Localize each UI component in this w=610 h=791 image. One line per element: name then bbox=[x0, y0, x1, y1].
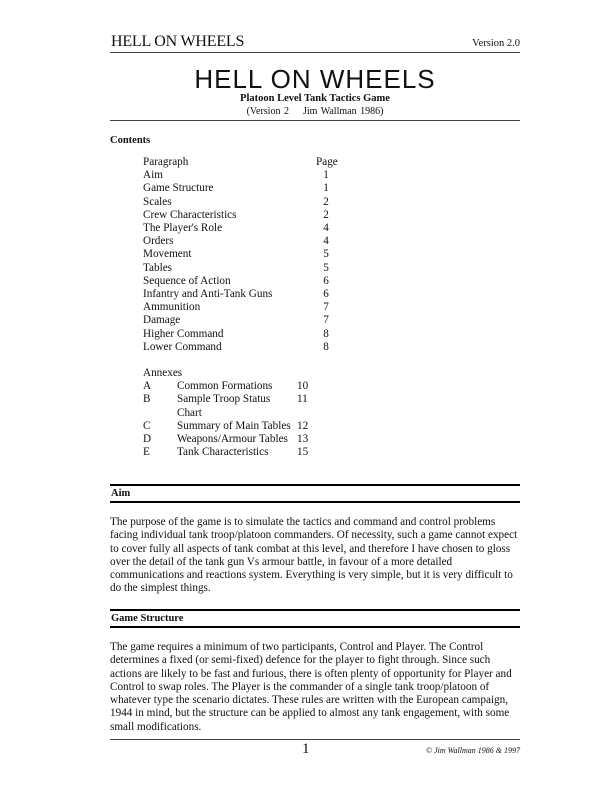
toc-item-page: 4 bbox=[323, 222, 329, 235]
annex-item bbox=[143, 380, 327, 393]
section-body-game-structure: The game requires a minimum of two participants, Control and Player. The Control determines a fixed (or semi-fixed) defence for the player to fight through. Since such actions are likely to be fast and furious, there is often plenty of opportunity for Player and Control to swap roles. The Player is the commander of a single tank troop/platoon of whatever type the scenario dictates. These rules are written with the European campaign, 1944 in mind, but the structure can be applied to almost any tank engagement, with some small modifications. bbox=[110, 641, 512, 733]
annex-page: 11 bbox=[297, 393, 308, 406]
annex-letter: D bbox=[143, 433, 152, 446]
toc-item-title: Orders bbox=[143, 235, 174, 248]
toc-item-title: Ammunition bbox=[143, 301, 201, 314]
toc-col-page: Page bbox=[316, 156, 338, 168]
page-number: 1 bbox=[302, 741, 310, 757]
toc-item bbox=[143, 341, 343, 354]
toc-item-page: 8 bbox=[323, 327, 329, 340]
annex-title: Summary of Main Tables bbox=[177, 419, 291, 432]
document-version-info: (Version 2 Jim Wallman 1986) bbox=[246, 106, 384, 117]
toc-item-page: 5 bbox=[323, 261, 329, 274]
annex-page: 10 bbox=[297, 380, 309, 393]
toc-item bbox=[143, 275, 343, 288]
toc-item-title: Crew Characteristics bbox=[143, 208, 237, 221]
toc-item-page: 1 bbox=[323, 169, 329, 182]
toc-item bbox=[143, 288, 343, 301]
section-heading-game-structure bbox=[110, 609, 520, 628]
toc-item-page: 4 bbox=[323, 235, 329, 248]
annex-item bbox=[143, 420, 327, 433]
toc-item bbox=[143, 262, 343, 275]
toc-item bbox=[143, 328, 343, 341]
annex-item bbox=[143, 393, 327, 419]
toc-item-title: Damage bbox=[143, 314, 181, 327]
copyright-notice: © Jim Wallman 1986 & 1997 bbox=[425, 746, 520, 755]
toc-item-title: Lower Command bbox=[143, 340, 222, 353]
annex-title: Sample Troop Status Chart bbox=[177, 393, 271, 419]
toc-item bbox=[143, 209, 343, 222]
toc-item-page: 1 bbox=[323, 182, 329, 195]
footer-rule bbox=[110, 739, 520, 740]
toc-item-page: 6 bbox=[323, 288, 329, 301]
document-title: HELL ON WHEELS bbox=[194, 64, 436, 94]
annex-title: Tank Characteristics bbox=[177, 446, 269, 459]
annexes-heading: Annexes bbox=[143, 367, 183, 379]
toc-item-title: Higher Command bbox=[143, 327, 224, 340]
toc-item-title: Sequence of Action bbox=[143, 274, 231, 287]
annex-page: 12 bbox=[297, 419, 309, 432]
toc-item-page: 2 bbox=[323, 195, 329, 208]
section-title: Game Structure bbox=[111, 613, 184, 624]
section-title: Aim bbox=[111, 488, 131, 499]
table-of-contents bbox=[143, 156, 343, 354]
toc-item bbox=[143, 314, 343, 327]
toc-item-page: 7 bbox=[323, 314, 329, 327]
toc-col-paragraph: Paragraph bbox=[143, 156, 189, 168]
toc-item-title: Tables bbox=[143, 261, 173, 274]
toc-item bbox=[143, 169, 343, 182]
annex-letter: C bbox=[143, 419, 151, 432]
toc-item-page: 5 bbox=[323, 248, 329, 261]
toc-item-title: Game Structure bbox=[143, 182, 214, 195]
section-heading-aim bbox=[110, 484, 520, 503]
toc-item-title: Aim bbox=[143, 169, 163, 182]
annex-letter: A bbox=[143, 380, 152, 393]
annex-item bbox=[143, 433, 327, 446]
toc-item bbox=[143, 301, 343, 314]
toc-header-row bbox=[143, 156, 343, 169]
annex-title: Weapons/Armour Tables bbox=[177, 433, 288, 446]
toc-item bbox=[143, 182, 343, 195]
document-subtitle: Platoon Level Tank Tactics Game bbox=[240, 93, 390, 104]
contents-heading: Contents bbox=[110, 135, 151, 146]
annex-letter: E bbox=[143, 446, 150, 459]
toc-item bbox=[143, 222, 343, 235]
toc-item-title: Scales bbox=[143, 195, 172, 208]
toc-item-page: 2 bbox=[323, 208, 329, 221]
toc-item-title: Infantry and Anti-Tank Guns bbox=[143, 288, 273, 301]
toc-item-page: 6 bbox=[323, 274, 329, 287]
annex-letter: B bbox=[143, 393, 151, 406]
running-header-version: Version 2.0 bbox=[472, 38, 520, 49]
annex-page: 15 bbox=[297, 446, 309, 459]
toc-item bbox=[143, 235, 343, 248]
annex-title: Common Formations bbox=[177, 380, 273, 393]
toc-item-page: 8 bbox=[323, 340, 329, 353]
annexes-list bbox=[143, 367, 327, 459]
toc-item-page: 7 bbox=[323, 301, 329, 314]
toc-item bbox=[143, 248, 343, 261]
toc-item bbox=[143, 196, 343, 209]
header-rule bbox=[110, 52, 520, 53]
annex-page: 13 bbox=[297, 433, 309, 446]
running-header-title: HELL ON WHEELS bbox=[111, 33, 245, 50]
toc-item-title: The Player's Role bbox=[143, 222, 223, 235]
section-body-aim: The purpose of the game is to simulate the tactics and command and control problems facing individual tank troop/platoon commanders. Of necessity, such a game cannot expect to cover fully all aspects of tank combat at this level, and therefore I have chosen to gloss over the detail of the tank gun Vs armour battle, in favour of a more detailed communications and reactions system. Everything is very simple, but it is very difficult to do the simplest things. bbox=[110, 516, 518, 595]
title-rule bbox=[110, 120, 520, 121]
annex-item bbox=[143, 446, 327, 459]
toc-item-title: Movement bbox=[143, 248, 192, 261]
